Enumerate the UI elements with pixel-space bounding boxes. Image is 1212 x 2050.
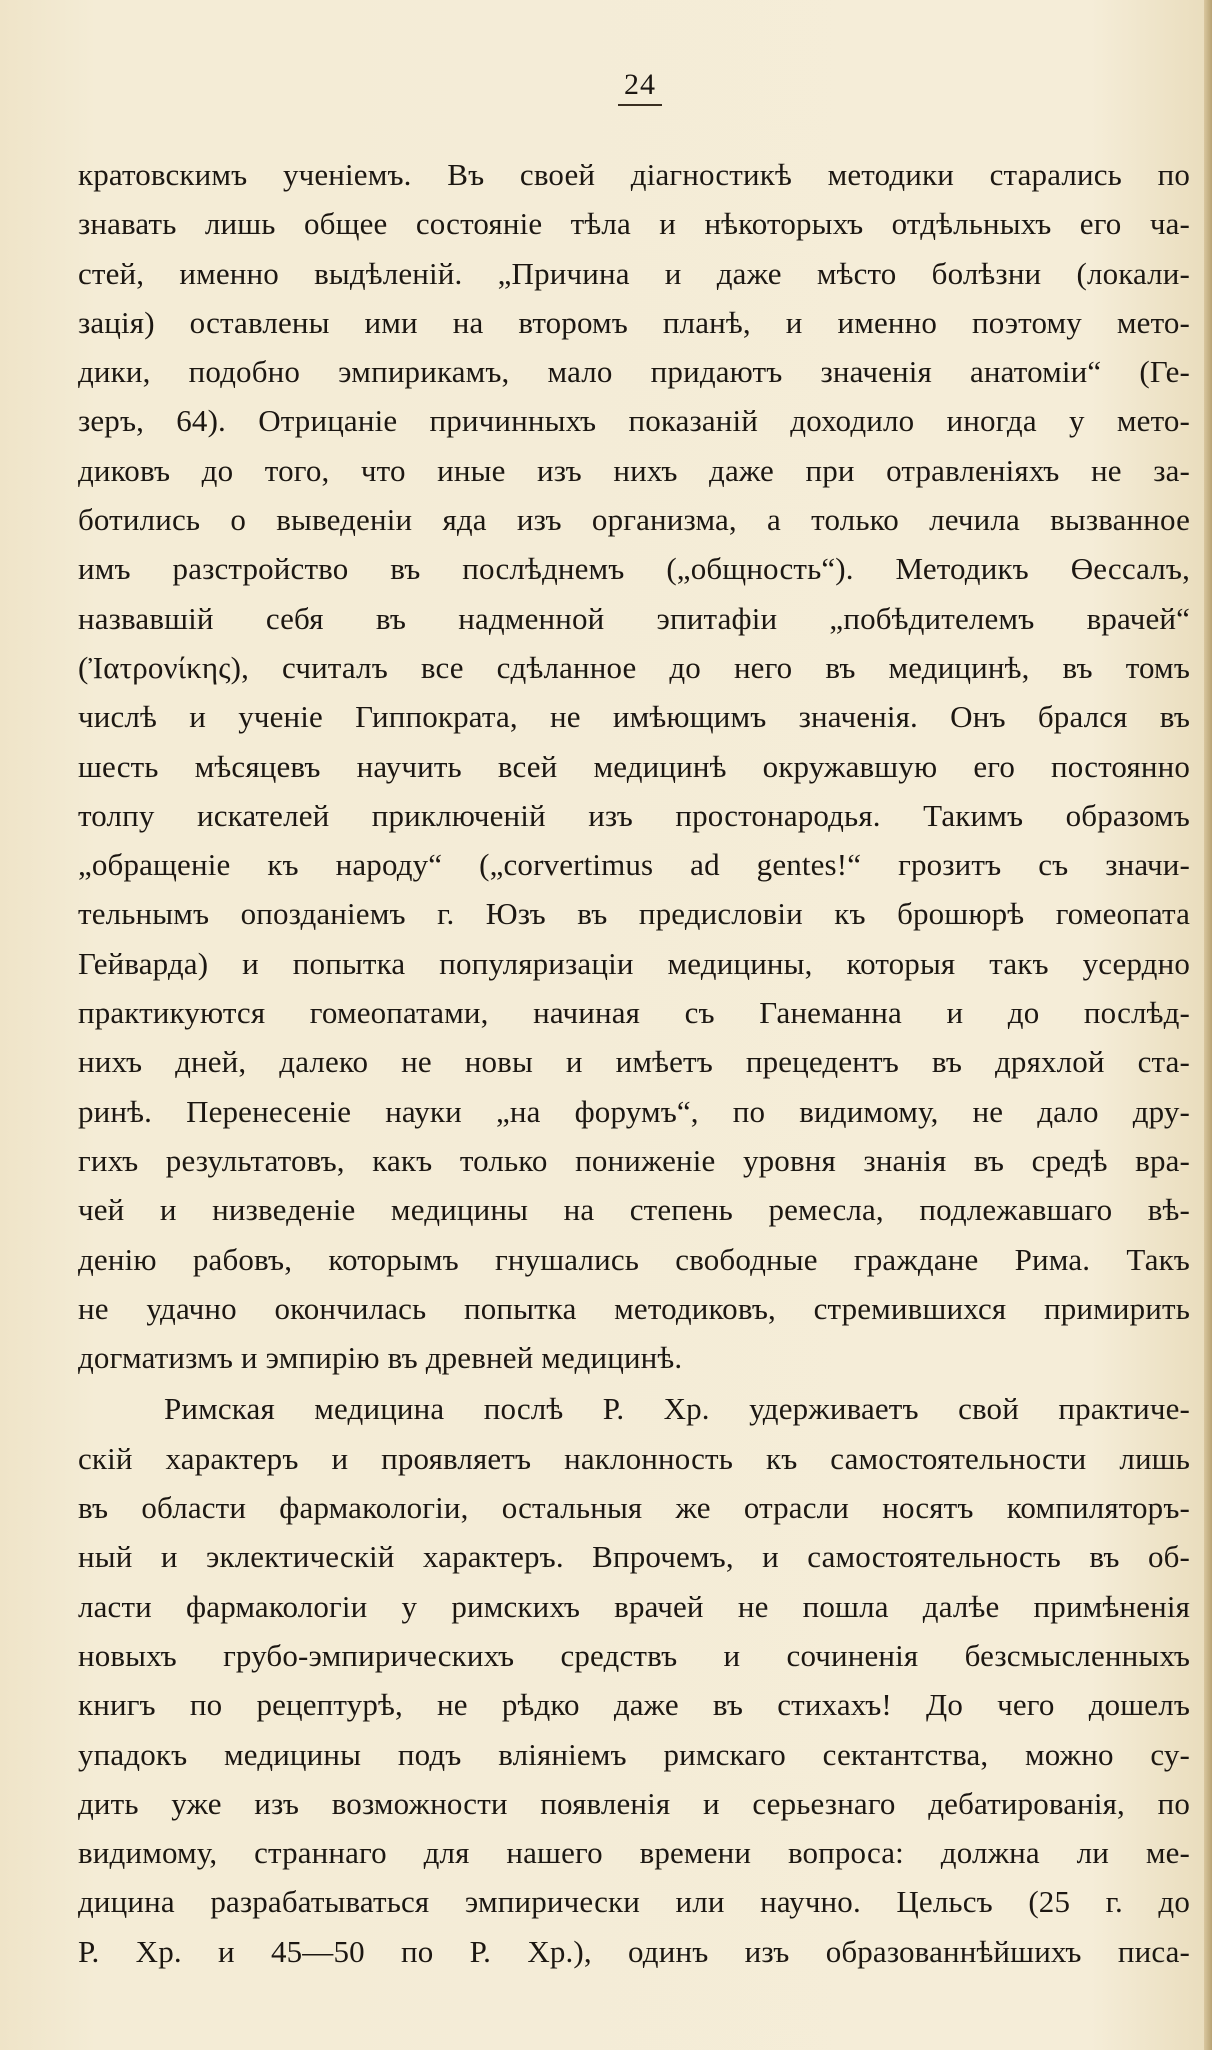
- paragraph: [78, 150, 1190, 1382]
- text-line: зація) оставлены ими на второмъ планѣ, и именно поэтому мето-: [78, 304, 1190, 340]
- text-line: практикуются гомеопатами, начиная съ Ганеманна и до послѣд-: [78, 995, 1190, 1031]
- text-line: шесть мѣсяцевъ научить всей медицинѣ окружавшую его постоянно: [78, 748, 1190, 784]
- text-line: назвавшій себя въ надменной эпитафіи „побѣдителемъ врачей“: [78, 600, 1190, 636]
- text-line: кратовскимъ ученіемъ. Въ своей діагностикѣ методики старались по: [78, 157, 1190, 192]
- text-line: дить уже изъ возможности появленія и серьезнаго дебатированія, по: [78, 1785, 1190, 1821]
- paragraph: [78, 1384, 1190, 1976]
- body-text: [78, 150, 1190, 1976]
- text-line: зеръ, 64). Отрицаніе причинныхъ показаній доходило иногда у мето-: [78, 403, 1190, 439]
- text-line: гихъ результатовъ, какъ только пониженіе уровня знанія въ средѣ вра-: [78, 1142, 1190, 1178]
- text-line: дицина разрабатываться эмпирически или научно. Цельсъ (25 г. до: [78, 1884, 1190, 1920]
- text-line: тельнымъ опозданіемъ г. Юзъ въ предисловіи къ брошюрѣ гомеопата: [78, 896, 1190, 932]
- page-number: [0, 68, 1212, 106]
- page-number-text: 24: [618, 68, 662, 106]
- text-line: въ области фармакологіи, остальныя же отрасли носятъ компиляторъ-: [78, 1490, 1190, 1526]
- text-line: имъ разстройство въ послѣднемъ („общность“). Методикъ Өессалъ,: [78, 551, 1190, 587]
- text-line: стей, именно выдѣленій. „Причина и даже мѣсто болѣзни (локали-: [78, 255, 1190, 291]
- text-line: ный и эклектическій характеръ. Впрочемъ, и самостоятельность въ об-: [78, 1539, 1190, 1575]
- text-line: видимому, страннаго для нашего времени вопроса: должна ли ме-: [78, 1835, 1190, 1871]
- text-line: диковъ до того, что иные изъ нихъ даже при отравленіяхъ не за-: [78, 452, 1190, 488]
- text-line: скій характеръ и проявляетъ наклонность къ самостоятельности лишь: [78, 1440, 1190, 1476]
- text-line: дики, подобно эмпирикамъ, мало придаютъ значенія анатоміи“ (Ге-: [78, 354, 1190, 390]
- text-line: числѣ и ученіе Гиппократа, не имѣющимъ значенія. Онъ брался въ: [78, 699, 1190, 735]
- text-line: ринѣ. Перенесеніе науки „на форумъ“, по видимому, не дало дру-: [78, 1093, 1190, 1129]
- text-line: „обращеніе къ народу“ („corvertimus ad gentes!“ грозитъ съ значи-: [78, 847, 1190, 883]
- text-line: толпу искателей приключеній изъ простонародья. Такимъ образомъ: [78, 797, 1190, 833]
- text-line: чей и низведеніе медицины на степень ремесла, подлежавшаго вѣ-: [78, 1192, 1190, 1228]
- text-line: ботились о выведеніи яда изъ организма, а только лечила вызванное: [78, 502, 1190, 538]
- text-line: упадокъ медицины подъ вліяніемъ римскаго сектантства, можно су-: [78, 1736, 1190, 1772]
- text-line: ласти фармакологіи у римскихъ врачей не пошла далѣе примѣненія: [78, 1588, 1190, 1624]
- text-line: догматизмъ и эмпирію въ древней медицинѣ.: [78, 1340, 683, 1376]
- text-line: денію рабовъ, которымъ гнушались свободные граждане Рима. Такъ: [78, 1241, 1190, 1277]
- text-line: не удачно окончилась попытка методиковъ, стремившихся примирить: [78, 1290, 1190, 1326]
- page-edge: [1204, 0, 1212, 2050]
- text-line: Римская медицина послѣ Р. Хр. удерживаетъ свой практиче-: [164, 1391, 1190, 1427]
- text-line: (Ἰατρονίκης), считалъ все сдѣланное до него въ медицинѣ, въ томъ: [78, 649, 1190, 685]
- text-line: Р. Хр. и 45—50 по Р. Хр.), одинъ изъ образованнѣйшихъ писа-: [78, 1933, 1190, 1969]
- text-line: Гейварда) и попытка популяризаціи медицины, которыя такъ усердно: [78, 945, 1190, 981]
- text-line: новыхъ грубо-эмпирическихъ средствъ и сочиненія безсмысленныхъ: [78, 1637, 1190, 1673]
- text-line: нихъ дней, далеко не новы и имѣетъ прецедентъ въ дряхлой ста-: [78, 1044, 1190, 1080]
- text-line: знавать лишь общее состояніе тѣла и нѣкоторыхъ отдѣльныхъ его ча-: [78, 206, 1190, 242]
- text-line: книгъ по рецептурѣ, не рѣдко даже въ стихахъ! До чего дошелъ: [78, 1687, 1190, 1723]
